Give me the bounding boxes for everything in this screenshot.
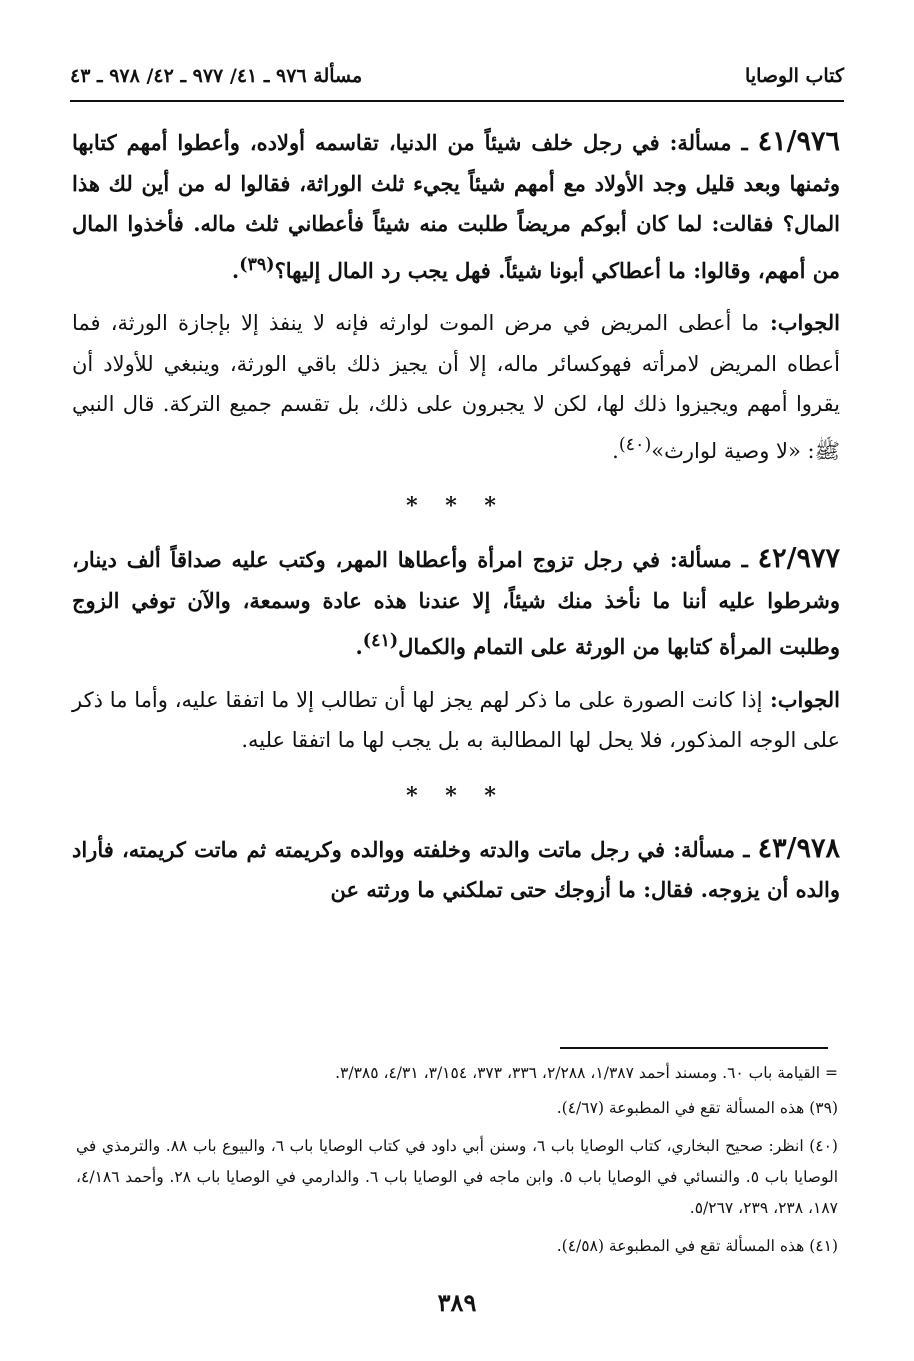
footnote-ref: (٣٩) — [239, 254, 275, 275]
footnotes — [76, 1058, 838, 1269]
answer-976 — [72, 303, 840, 471]
running-header — [70, 58, 844, 94]
answer-text: إذا كانت الصورة على ما ذكر لهم يجز لها أن تطالب إلا ما اتفقا عليه، وأما ما ذكر على الوجه المذكور، فلا يحل لها المطالبة به بل يجب لها ما اتفقا عليه. — [72, 687, 840, 752]
sentence-end: . — [612, 438, 619, 463]
issue-lead: ـ مسألة: — [659, 130, 758, 155]
header-issue-range: مسألة ٩٧٦ ـ ٤١/ ٩٧٧ ـ ٤٢/ ٩٧٨ ـ ٤٣ — [70, 65, 363, 87]
footnote-continuation: = القيامة باب ٦٠. ومسند أحمد ١/٣٨٧، ٢/٢٨٨، ٣٣٦، ٣٧٣، ٣/١٥٤، ٤/٣١، ٣/٣٨٥. — [335, 1064, 838, 1082]
footnote-ref: (٤١) — [362, 631, 399, 651]
issue-number: ٤٢/٩٧٧ — [757, 543, 840, 574]
question-text: في رجل خلف شيئاً من الدنيا، تقاسمه أولاده، وأعطوا أمهم كتابها وثمنها وبعد قليل وجد الأولاد مع أمهم شيئاً يجيء ثلث الوراثة، فقالوا له من أين لك هذا المال؟ فقالت: لما كان أبوكم مريضاً طلبت منه شيئاً فأعطاني ثلث ماله. فأخذوا المال من أمهم، وقالوا: ما أعطاكي أبونا شيئاً. فهل يجب رد المال إليها؟ — [72, 130, 840, 283]
answer-lead: الجواب: — [759, 310, 840, 335]
issue-lead: ـ مسألة: — [665, 836, 758, 862]
header-chapter-title: كتاب الوصايا — [745, 65, 844, 87]
sentence-end: . — [355, 634, 363, 659]
issue-lead: ـ مسألة: — [660, 547, 758, 572]
sentence-end: . — [231, 257, 240, 283]
footnote-ref: (٤٠) — [618, 434, 652, 455]
header-divider — [70, 100, 844, 102]
footnote-40: (٤٠) انظر: صحيح البخاري، كتاب الوصايا باب ٦، وسنن أبي داود في كتاب الوصايا باب ٦، والبيوع باب ٨٨. والترمذي في الوصايا باب ٥. والنسائي في الوصايا باب ٥. وابن ماجه في الوصايا باب ٦. والدارمي في الوصايا باب ٢٨. وأحمد ٤/١٨٦، ١٨٧، ٢٣٨، ٢٣٩، ٥/٢٦٧. — [76, 1137, 838, 1217]
issue-number: ٤٣/٩٧٨ — [757, 832, 840, 864]
question-976 — [72, 122, 840, 291]
answer-text: ما أعطى المريض في مرض الموت لوارثه فإنه لا ينفذ إلا بإجازة الورثة، فما أعطاه المريض لامرأته فهوكسائر ماله، إلا أن يجيز ذلك باقي الورثة، وينبغي للأولاد أن يقروا أمهم ويجيزوا ذلك لها، لكن لا يجبرون على ذلك، بل تقسم جميع التركة. قال النبي ﷺ: «لا وصية لوارث» — [72, 311, 840, 463]
page-body — [72, 122, 840, 911]
question-text: في رجل تزوج امرأة وأعطاها المهر، وكتب عليه صداقاً ألف دينار، وشرطوا عليه أننا ما نأخذ منك شيئاً، إلا عندنا هذه عادة وسمعة، والآن توفي الزوج وطلبت المرأة كتابها من الورثة على التمام والكمال — [72, 547, 840, 659]
question-977 — [72, 539, 840, 668]
footnote-divider — [560, 1047, 828, 1049]
answer-977 — [72, 680, 840, 761]
footnote-39: (٣٩) هذه المسألة تقع في المطبوعة (٤/٦٧). — [556, 1099, 838, 1117]
answer-lead: الجواب: — [762, 686, 840, 712]
page-number: ٣٨٩ — [437, 1288, 477, 1317]
question-text: في رجل ماتت والدته وخلفته ووالده وكريمته ثم ماتت كريمته، فأراد والده أن يزوجه. فقال: ما أزوجك حتى تملكني ما ورثته عن — [72, 836, 840, 902]
section-separator: * * * — [406, 493, 506, 519]
issue-number: ٤١/٩٧٦ — [757, 126, 840, 157]
section-separator: * * * — [406, 782, 506, 809]
question-978 — [72, 829, 840, 911]
footnote-41: (٤١) هذه المسألة تقع في المطبوعة (٤/٥٨). — [556, 1237, 838, 1255]
